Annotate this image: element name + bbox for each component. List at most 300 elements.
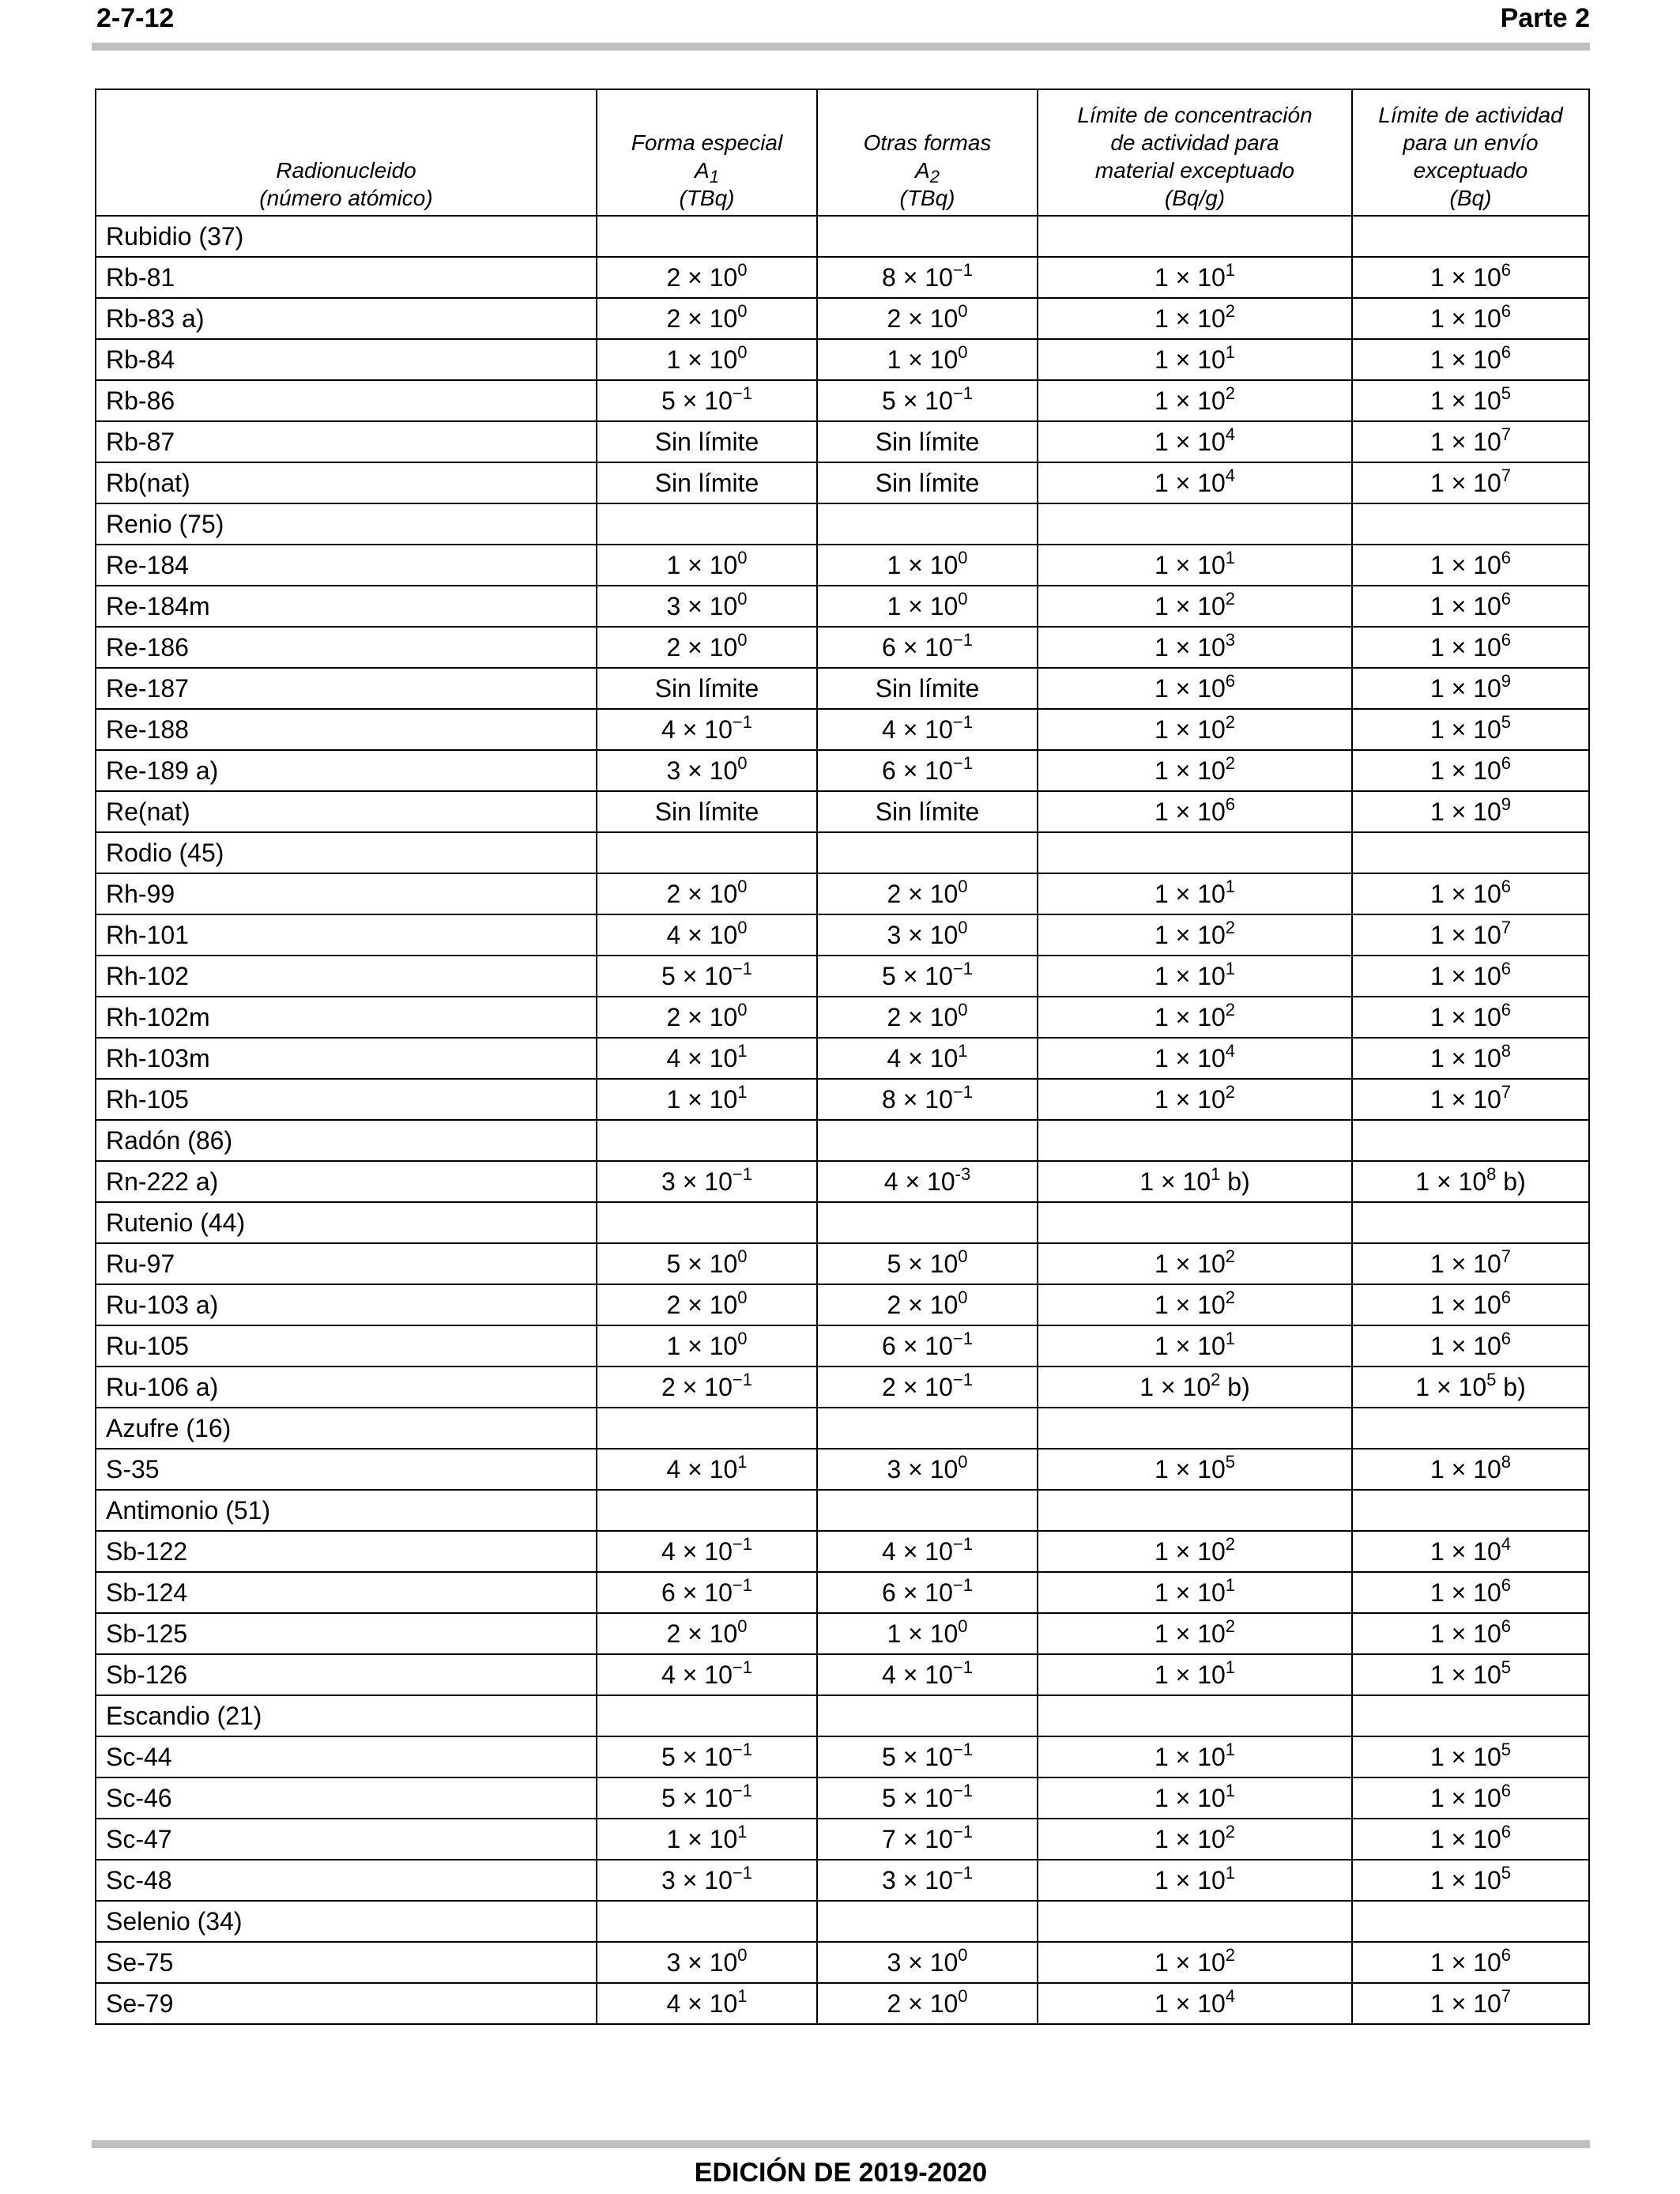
- element-group-name: Escandio (21): [96, 1695, 597, 1736]
- nuclide-name: Re(nat): [96, 791, 597, 832]
- value-cell: $1 \times 10^0$: [817, 545, 1038, 586]
- empty-cell: [817, 832, 1038, 873]
- element-group-name: Azufre (16): [96, 1408, 597, 1449]
- empty-cell: [817, 503, 1038, 545]
- empty-cell: [817, 1901, 1038, 1942]
- value-cell: $6 \times 10^{-1}$: [817, 1572, 1038, 1613]
- value-cell: $1 \times 10^6$: [1352, 750, 1589, 791]
- exponent: −1: [732, 1369, 752, 1389]
- value-cell: $5 \times 10^{-1}$: [597, 380, 817, 421]
- exponent: 2: [1225, 588, 1236, 609]
- value-cell: $1 \times 10^7$: [1352, 1243, 1589, 1284]
- exponent: 2: [1225, 999, 1236, 1020]
- exponent: 6: [1501, 629, 1512, 650]
- value-cell: $1 \times 10^7$: [1352, 1079, 1589, 1120]
- exponent: −1: [732, 1739, 752, 1759]
- column-header: [1038, 89, 1352, 216]
- edition-footer: EDICIÓN DE 2019-2020: [694, 2158, 988, 2188]
- exponent: 6: [1501, 588, 1512, 609]
- element-group-name: Renio (75): [96, 503, 597, 545]
- value-cell: $7 \times 10^{-1}$: [817, 1819, 1038, 1860]
- value-cell: $5 \times 10^{-1}$: [817, 956, 1038, 997]
- value-cell: $2 \times 10^0$: [817, 1284, 1038, 1325]
- table-row: [96, 586, 1589, 627]
- exponent: 0: [958, 917, 968, 937]
- exponent: 8: [1501, 1451, 1512, 1472]
- value-cell: $6 \times 10^{-1}$: [817, 627, 1038, 668]
- value-cell: Sin límite: [817, 421, 1038, 462]
- exponent: 8: [1501, 1040, 1512, 1061]
- value-cell: $1 \times 10^8$: [1352, 1449, 1589, 1490]
- exponent: −1: [952, 958, 973, 978]
- exponent: 4: [1225, 424, 1236, 444]
- empty-cell: [1352, 1202, 1589, 1243]
- value-cell: $1 \times 10^2$: [1038, 709, 1352, 750]
- value-cell: $1 \times 10^1$: [1038, 956, 1352, 997]
- table-row: [96, 1654, 1589, 1695]
- exponent: 2: [1225, 711, 1236, 732]
- table-row: [96, 1325, 1589, 1367]
- value-cell: Sin límite: [817, 791, 1038, 832]
- exponent: −1: [732, 1163, 752, 1184]
- nuclide-name: Se-75: [96, 1942, 597, 1983]
- nuclide-name: Rb-86: [96, 380, 597, 421]
- empty-cell: [817, 1408, 1038, 1449]
- empty-cell: [1038, 1490, 1352, 1531]
- empty-cell: [817, 1490, 1038, 1531]
- symbol-letter: A: [695, 158, 710, 183]
- value-cell: $2 \times 10^0$: [597, 1284, 817, 1325]
- element-group-row: [96, 1120, 1589, 1161]
- value-cell: Sin límite: [597, 462, 817, 503]
- value-cell: $1 \times 10^4$: [1038, 1038, 1352, 1079]
- nuclide-name: Sb-125: [96, 1613, 597, 1654]
- exponent: 0: [737, 1615, 748, 1636]
- empty-cell: [597, 1202, 817, 1243]
- element-group-row: [96, 216, 1589, 257]
- exponent: −1: [952, 1533, 973, 1554]
- exponent: 2: [1225, 1081, 1236, 1102]
- value-cell: $1 \times 10^0$: [597, 545, 817, 586]
- nuclide-name: Re-187: [96, 668, 597, 709]
- empty-cell: [597, 216, 817, 257]
- value-cell: $1 \times 10^9$: [1352, 791, 1589, 832]
- empty-cell: [1352, 1120, 1589, 1161]
- value-cell: $1 \times 10^6$: [1038, 668, 1352, 709]
- value-cell: $2 \times 10^0$: [817, 873, 1038, 914]
- table-row: [96, 1942, 1589, 1983]
- exponent: 5: [1501, 383, 1512, 403]
- table-row: [96, 709, 1589, 750]
- empty-cell: [597, 1695, 817, 1736]
- exponent: 6: [1501, 547, 1512, 567]
- value-cell: $1 \times 10^1$: [1038, 873, 1352, 914]
- exponent: 0: [958, 1451, 968, 1472]
- value-cell: $1 \times 10^7$: [1352, 914, 1589, 956]
- value-cell: $5 \times 10^{-1}$: [817, 380, 1038, 421]
- exponent: 0: [737, 300, 748, 321]
- value-cell: $2 \times 10^{-1}$: [597, 1367, 817, 1408]
- exponent: 9: [1501, 670, 1512, 691]
- nuclide-name: Se-79: [96, 1983, 597, 2024]
- value-cell: $4 \times 10^1$: [597, 1449, 817, 1490]
- nuclide-name: Rb-81: [96, 257, 597, 298]
- value-cell: $1 \times 10^2$: [1038, 298, 1352, 339]
- exponent: 0: [958, 300, 968, 321]
- table-row: [96, 1079, 1589, 1120]
- value-cell: $1 \times 10^6$: [1352, 956, 1589, 997]
- table-row: [96, 914, 1589, 956]
- value-cell: $1 \times 10^2$: [1038, 1284, 1352, 1325]
- header-line: Límite de concentración: [1077, 103, 1313, 127]
- exponent: 0: [737, 547, 748, 567]
- exponent: −1: [732, 383, 752, 403]
- empty-cell: [817, 1695, 1038, 1736]
- exponent: 0: [958, 588, 968, 609]
- exponent: 1: [958, 1040, 968, 1061]
- value-cell: $5 \times 10^0$: [597, 1243, 817, 1284]
- exponent: 2: [1225, 1944, 1236, 1965]
- exponent: 0: [737, 629, 748, 650]
- value-cell: $5 \times 10^{-1}$: [817, 1736, 1038, 1777]
- table-row: [96, 1161, 1589, 1202]
- exponent: −1: [952, 383, 973, 403]
- exponent: −1: [952, 1780, 973, 1800]
- exponent: 2: [1211, 1369, 1221, 1389]
- exponent: 2: [1225, 917, 1236, 937]
- element-group-name: Antimonio (51): [96, 1490, 597, 1531]
- value-cell: $1 \times 10^6$: [1352, 873, 1589, 914]
- exponent: 6: [1501, 1287, 1512, 1307]
- value-cell: $1 \times 10^0$: [597, 1325, 817, 1367]
- value-cell: $1 \times 10^6$: [1352, 997, 1589, 1038]
- exponent: 0: [958, 1944, 968, 1965]
- nuclide-name: Rh-105: [96, 1079, 597, 1120]
- exponent: 1: [1225, 958, 1236, 978]
- exponent: 5: [1501, 1657, 1512, 1677]
- exponent: 6: [1501, 1780, 1512, 1800]
- empty-cell: [597, 1490, 817, 1531]
- value-cell: $3 \times 10^0$: [817, 914, 1038, 956]
- value-cell: $1 \times 10^2$: [1038, 1531, 1352, 1572]
- value-cell: $1 \times 10^2$: [1038, 914, 1352, 956]
- nuclide-name: Sc-44: [96, 1736, 597, 1777]
- value-cell: $5 \times 10^0$: [817, 1243, 1038, 1284]
- value-cell: $1 \times 10^1$: [1038, 339, 1352, 380]
- value-cell: $2 \times 10^0$: [817, 298, 1038, 339]
- element-group-row: [96, 1202, 1589, 1243]
- exponent: −1: [952, 1821, 973, 1842]
- exponent: −1: [732, 1657, 752, 1677]
- nuclide-name: Rh-101: [96, 914, 597, 956]
- table-row: [96, 668, 1589, 709]
- header-line: Otras formas: [863, 130, 992, 155]
- exponent: −1: [732, 1862, 752, 1883]
- header-line: (Bq): [1449, 186, 1492, 210]
- header-line: (TBq): [679, 186, 735, 210]
- value-cell: $1 \times 10^5$: [1352, 1860, 1589, 1901]
- value-cell: $4 \times 10^1$: [597, 1983, 817, 2024]
- exponent: 0: [737, 917, 748, 937]
- element-group-row: [96, 1408, 1589, 1449]
- exponent: 1: [1225, 259, 1236, 280]
- exponent: 6: [1501, 999, 1512, 1020]
- exponent: 3: [1225, 629, 1236, 650]
- header-line: (número atómico): [259, 186, 433, 210]
- value-cell: $1 \times 10^0$: [817, 1613, 1038, 1654]
- exponent: 7: [1501, 465, 1512, 485]
- exponent: 0: [958, 1985, 968, 2006]
- exponent: 6: [1501, 958, 1512, 978]
- exponent: −1: [952, 711, 973, 732]
- value-cell: $5 \times 10^{-1}$: [817, 1777, 1038, 1819]
- value-cell: Sin límite: [817, 668, 1038, 709]
- part-label: Parte 2: [1500, 3, 1590, 33]
- empty-cell: [1038, 832, 1352, 873]
- exponent: −1: [732, 1780, 752, 1800]
- value-cell: $1 \times 10^5$: [1352, 1736, 1589, 1777]
- empty-cell: [1352, 832, 1589, 873]
- value-cell: $1 \times 10^5$: [1352, 380, 1589, 421]
- exponent: 2: [1225, 1615, 1236, 1636]
- exponent: 6: [1501, 1615, 1512, 1636]
- header-line: Forma especial: [631, 130, 783, 155]
- exponent: 5: [1501, 1739, 1512, 1759]
- nuclide-name: Ru-105: [96, 1325, 597, 1367]
- value-cell: $1 \times 10^2$: [1038, 1819, 1352, 1860]
- empty-cell: [1038, 216, 1352, 257]
- header-line: para un envío: [1403, 130, 1539, 155]
- nuclide-name: S-35: [96, 1449, 597, 1490]
- exponent: 0: [737, 752, 748, 773]
- header-line: de actividad para: [1110, 130, 1279, 155]
- value-cell: $1 \times 10^4$: [1352, 1531, 1589, 1572]
- value-cell: $4 \times 10^{-1}$: [817, 709, 1038, 750]
- exponent: 0: [737, 1246, 748, 1266]
- value-cell: $1 \times 10^6$: [1352, 1942, 1589, 1983]
- table-body: [96, 216, 1589, 2024]
- value-cell: $1 \times 10^2$: [1038, 1613, 1352, 1654]
- value-cell: $2 \times 10^{-1}$: [817, 1367, 1038, 1408]
- table-row: [96, 1736, 1589, 1777]
- exponent: 1: [1225, 1328, 1236, 1348]
- exponent: 6: [1501, 341, 1512, 362]
- table-row: [96, 1038, 1589, 1079]
- value-cell: $1 \times 10^6$: [1352, 339, 1589, 380]
- exponent: 4: [1225, 1985, 1236, 2006]
- empty-cell: [1352, 1901, 1589, 1942]
- exponent: −1: [952, 629, 973, 650]
- exponent: 5: [1225, 1451, 1236, 1472]
- table-row: [96, 257, 1589, 298]
- value-cell: $1 \times 10^2$: [1038, 1243, 1352, 1284]
- value-cell: $1 \times 10^1$: [1038, 1860, 1352, 1901]
- exponent: −1: [732, 1574, 752, 1595]
- exponent: −1: [732, 1533, 752, 1554]
- exponent: 2: [1225, 1287, 1236, 1307]
- value-cell: $6 \times 10^{-1}$: [597, 1572, 817, 1613]
- exponent: 0: [958, 1246, 968, 1266]
- value-cell: $4 \times 10^{-1}$: [597, 1531, 817, 1572]
- value-cell: $6 \times 10^{-1}$: [817, 1325, 1038, 1367]
- table-row: [96, 873, 1589, 914]
- value-cell: $2 \times 10^0$: [597, 997, 817, 1038]
- value-cell: $1 \times 10^6$: [1352, 586, 1589, 627]
- value-cell: $4 \times 10^{-1}$: [597, 1654, 817, 1695]
- exponent: 6: [1501, 259, 1512, 280]
- exponent: 1: [1225, 1739, 1236, 1759]
- value-cell: $1 \times 10^1$: [597, 1819, 817, 1860]
- exponent: 0: [737, 588, 748, 609]
- empty-cell: [1038, 1695, 1352, 1736]
- value-cell: $1 \times 10^5$: [1038, 1449, 1352, 1490]
- table-row: [96, 1449, 1589, 1490]
- exponent: 2: [1225, 1533, 1236, 1554]
- exponent: 0: [958, 876, 968, 896]
- exponent: 6: [1501, 1821, 1512, 1842]
- exponent: −1: [952, 259, 973, 280]
- nuclide-name: Rb-84: [96, 339, 597, 380]
- exponent: 7: [1501, 1081, 1512, 1102]
- exponent: 0: [737, 999, 748, 1020]
- empty-cell: [597, 832, 817, 873]
- header-rule: [92, 43, 1590, 51]
- header-line: exceptuado: [1413, 158, 1528, 183]
- empty-cell: [1352, 1490, 1589, 1531]
- element-group-row: [96, 1490, 1589, 1531]
- empty-cell: [1352, 503, 1589, 545]
- value-cell: $1 \times 10^2$: [1038, 750, 1352, 791]
- exponent: 5: [1501, 1862, 1512, 1883]
- nuclide-name: Rb-87: [96, 421, 597, 462]
- value-cell: $1 \times 10^8$ b): [1352, 1161, 1589, 1202]
- nuclide-name: Sb-122: [96, 1531, 597, 1572]
- exponent: 0: [958, 341, 968, 362]
- value-cell: $1 \times 10^8$: [1352, 1038, 1589, 1079]
- value-cell: $1 \times 10^1$ b): [1038, 1161, 1352, 1202]
- nuclide-name: Sb-126: [96, 1654, 597, 1695]
- value-cell: $2 \times 10^0$: [597, 627, 817, 668]
- value-cell: $2 \times 10^0$: [597, 298, 817, 339]
- value-cell: $1 \times 10^1$: [597, 1079, 817, 1120]
- exponent: 1: [1225, 1862, 1236, 1883]
- value-cell: $4 \times 10^{-3}$: [817, 1161, 1038, 1202]
- table-row: [96, 1572, 1589, 1613]
- exponent: −1: [952, 1574, 973, 1595]
- value-cell: $4 \times 10^{-1}$: [817, 1531, 1038, 1572]
- table-row: [96, 1284, 1589, 1325]
- empty-cell: [817, 1202, 1038, 1243]
- value-cell: Sin límite: [597, 791, 817, 832]
- exponent: 0: [737, 259, 748, 280]
- value-cell: $1 \times 10^6$: [1352, 257, 1589, 298]
- exponent: 1: [737, 1040, 748, 1061]
- footer-rule: [92, 2140, 1590, 2148]
- exponent: −1: [952, 1369, 973, 1389]
- column-header: [1352, 89, 1589, 216]
- value-cell: $4 \times 10^1$: [817, 1038, 1038, 1079]
- table-row: [96, 791, 1589, 832]
- exponent: 0: [737, 876, 748, 896]
- element-group-name: Selenio (34): [96, 1901, 597, 1942]
- empty-cell: [1038, 1408, 1352, 1449]
- exponent: 0: [737, 1328, 748, 1348]
- nuclide-name: Re-184m: [96, 586, 597, 627]
- value-cell: $1 \times 10^0$: [817, 339, 1038, 380]
- exponent: 1: [1225, 876, 1236, 896]
- value-cell: $3 \times 10^0$: [597, 1942, 817, 1983]
- table-row: [96, 421, 1589, 462]
- exponent: -3: [955, 1163, 971, 1184]
- header-line: (Bq/g): [1164, 186, 1226, 210]
- exponent: 1: [1225, 1574, 1236, 1595]
- value-cell: $1 \times 10^3$: [1038, 627, 1352, 668]
- header-line: material exceptuado: [1094, 158, 1295, 183]
- value-cell: $1 \times 10^7$: [1352, 421, 1589, 462]
- value-cell: $1 \times 10^7$: [1352, 1983, 1589, 2024]
- nuclide-name: Re-186: [96, 627, 597, 668]
- nuclide-name: Sc-48: [96, 1860, 597, 1901]
- table-row: [96, 1367, 1589, 1408]
- exponent: 1: [1225, 1780, 1236, 1800]
- exponent: 2: [1225, 1821, 1236, 1842]
- exponent: 6: [1501, 1944, 1512, 1965]
- nuclide-name: Rh-102m: [96, 997, 597, 1038]
- empty-cell: [1038, 1901, 1352, 1942]
- value-cell: $1 \times 10^2$: [1038, 586, 1352, 627]
- value-cell: $6 \times 10^{-1}$: [817, 750, 1038, 791]
- exponent: 1: [1211, 1163, 1221, 1184]
- value-cell: $1 \times 10^6$: [1352, 298, 1589, 339]
- table-row: [96, 750, 1589, 791]
- value-cell: $1 \times 10^2$: [1038, 1079, 1352, 1120]
- exponent: 0: [958, 547, 968, 567]
- value-cell: $1 \times 10^4$: [1038, 462, 1352, 503]
- exponent: 0: [958, 1287, 968, 1307]
- value-cell: $1 \times 10^6$: [1352, 1325, 1589, 1367]
- exponent: 0: [958, 1615, 968, 1636]
- value-cell: $1 \times 10^6$: [1352, 1613, 1589, 1654]
- exponent: −1: [732, 711, 752, 732]
- value-cell: $1 \times 10^6$: [1352, 545, 1589, 586]
- exponent: 0: [737, 1287, 748, 1307]
- value-cell: $1 \times 10^1$: [1038, 1654, 1352, 1695]
- exponent: −1: [952, 1081, 973, 1102]
- table-row: [96, 380, 1589, 421]
- element-group-row: [96, 503, 1589, 545]
- exponent: 0: [737, 341, 748, 362]
- exponent: 0: [958, 999, 968, 1020]
- header-symbol: [597, 156, 816, 187]
- nuclide-name: Sc-47: [96, 1819, 597, 1860]
- exponent: 7: [1501, 424, 1512, 444]
- header-line: Límite de actividad: [1378, 103, 1563, 127]
- page-header: [92, 2, 1590, 33]
- empty-cell: [597, 1408, 817, 1449]
- exponent: 1: [737, 1821, 748, 1842]
- element-group-name: Radón (86): [96, 1120, 597, 1161]
- empty-cell: [1352, 1695, 1589, 1736]
- empty-cell: [817, 216, 1038, 257]
- value-cell: Sin límite: [817, 462, 1038, 503]
- value-cell: $1 \times 10^6$: [1352, 1777, 1589, 1819]
- value-cell: $2 \times 10^0$: [597, 1613, 817, 1654]
- value-cell: $1 \times 10^9$: [1352, 668, 1589, 709]
- table-row: [96, 1819, 1589, 1860]
- table-row: [96, 1243, 1589, 1284]
- exponent: −1: [952, 1739, 973, 1759]
- value-cell: $1 \times 10^5$ b): [1352, 1367, 1589, 1408]
